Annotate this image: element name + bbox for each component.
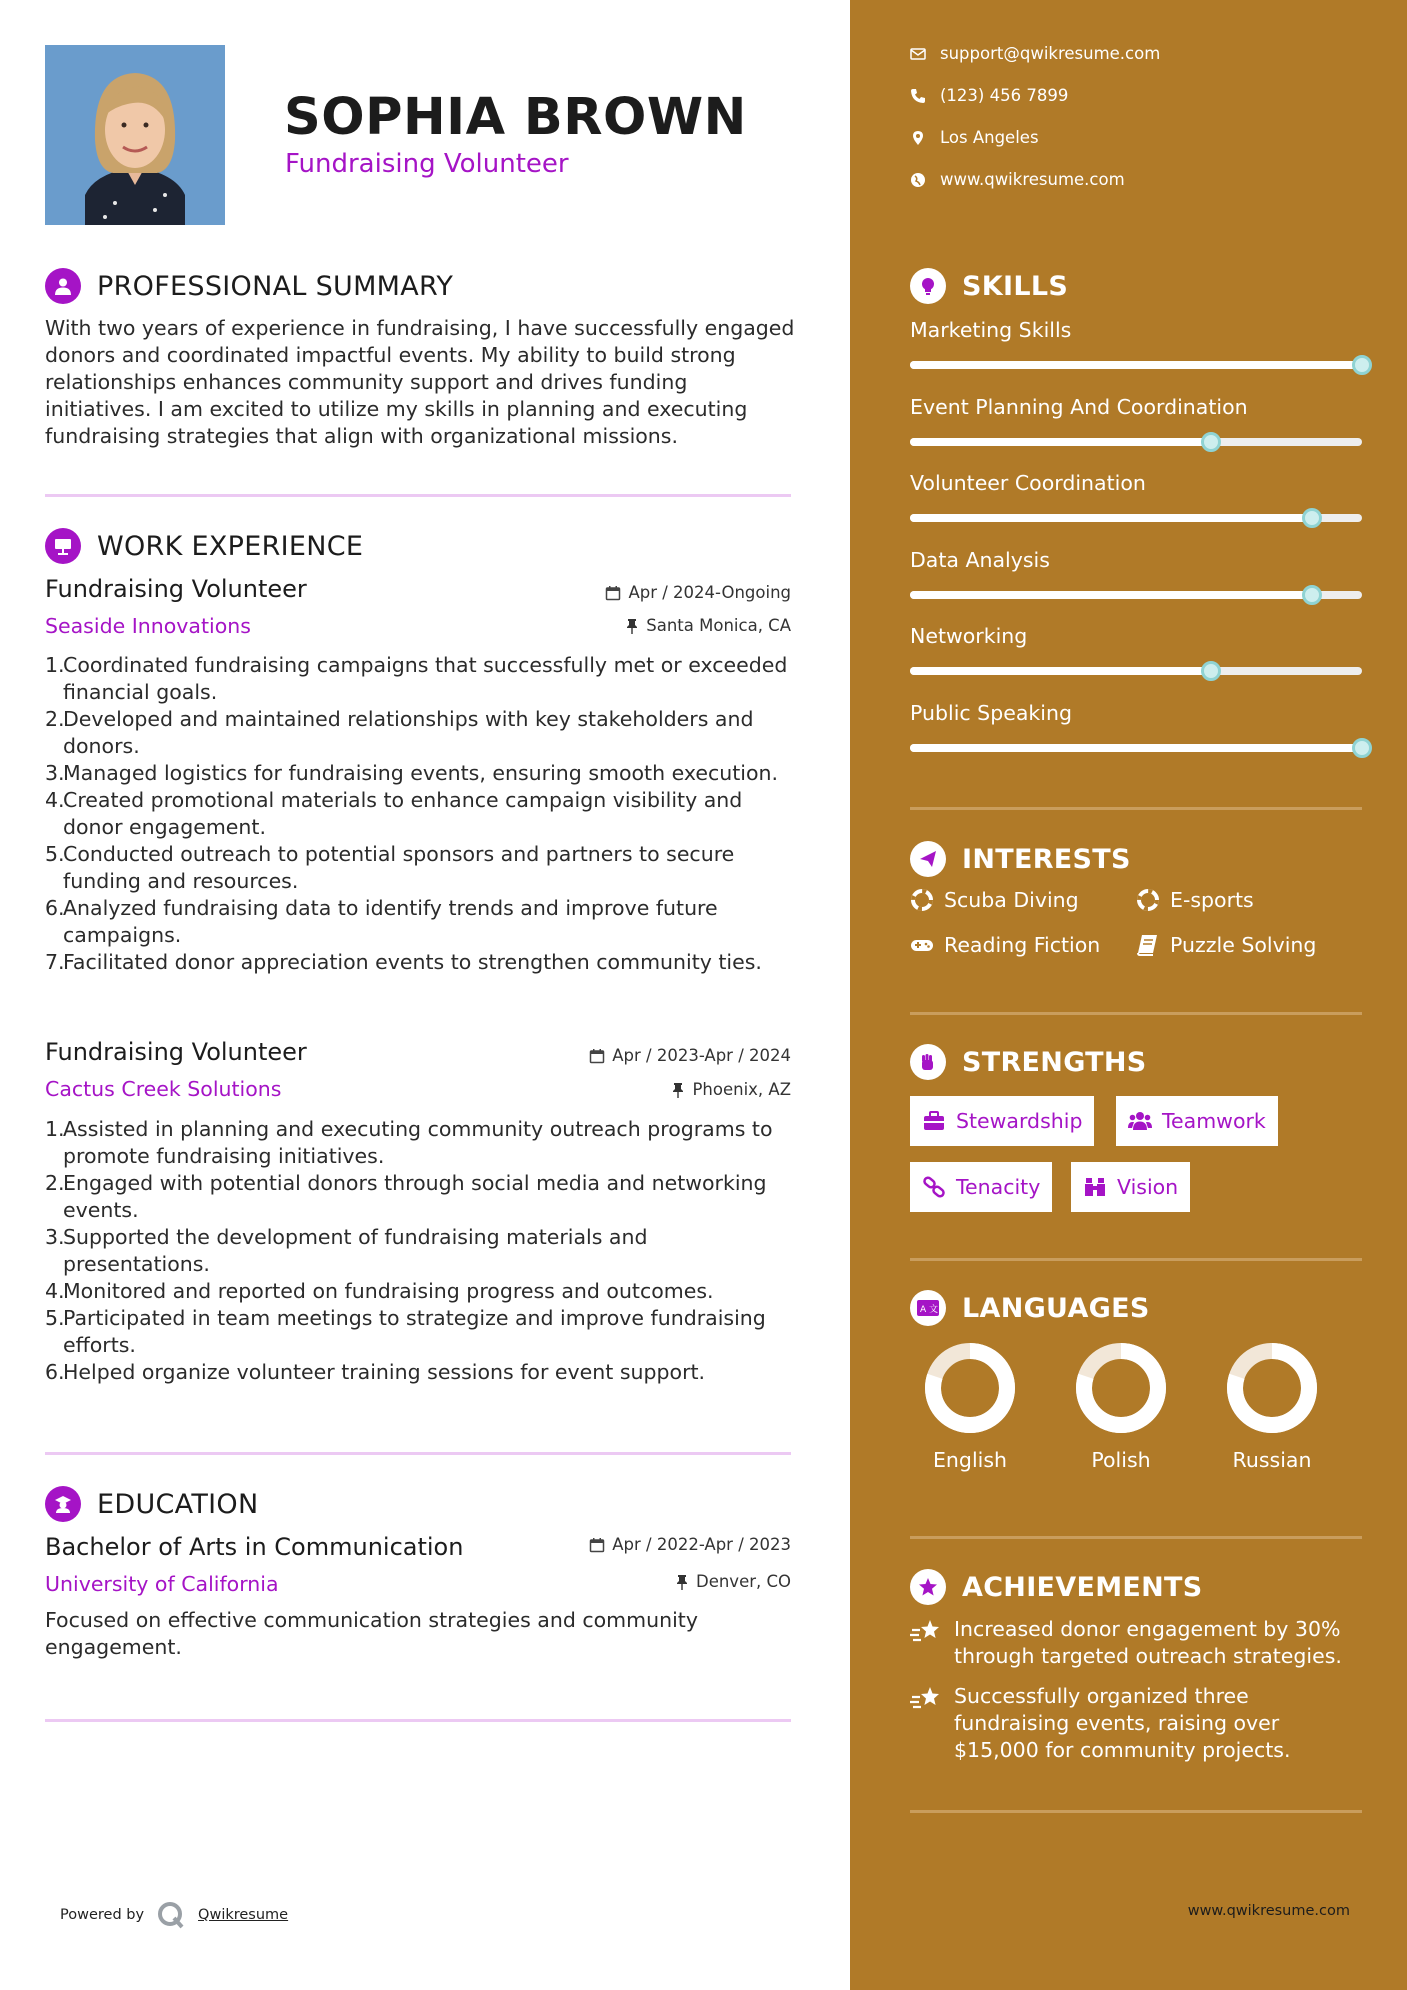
calendar-icon [589, 1048, 605, 1064]
lifebuoy-icon [910, 888, 934, 912]
powered-by-label: Powered by [60, 1907, 145, 1923]
qwikresume-logo-icon [156, 1900, 186, 1930]
calendar-icon [589, 1537, 605, 1553]
gamepad-icon [910, 933, 934, 957]
education-title: EDUCATION [97, 1488, 259, 1520]
education-description: Focused on effective communication strategies and community engagement. [45, 1608, 698, 1659]
phone-icon [910, 88, 926, 104]
job-location-text: Phoenix, AZ [692, 1080, 791, 1099]
skill-bar [910, 438, 1362, 446]
skill-name: Volunteer Coordination [910, 471, 1146, 495]
candidate-name: SOPHIA BROWN [284, 88, 747, 147]
list-item: 5. Participated in team meetings to strategize and improve fundraising efforts. [45, 1306, 766, 1357]
skill-level-knob [1352, 355, 1372, 375]
interest-item: Scuba Diving [910, 888, 1079, 912]
job-company: Seaside Innovations [45, 614, 251, 638]
job-location [671, 1080, 791, 1099]
users-icon [1128, 1109, 1152, 1133]
translate-icon [910, 1290, 946, 1326]
strengths-title: STRENGTHS [962, 1046, 1147, 1078]
briefcase-icon [922, 1109, 946, 1133]
job-date [605, 583, 791, 602]
svg-text:文: 文 [929, 1305, 939, 1315]
list-item: 6. Helped organize volunteer training sessions for event support. [45, 1360, 706, 1384]
education-date-text: Apr / 2022-Apr / 2023 [612, 1535, 791, 1554]
language-name: Polish [1091, 1448, 1151, 1472]
skill-bar [910, 361, 1362, 369]
section-divider [910, 1810, 1362, 1813]
strengths-header [910, 1044, 1147, 1080]
list-item: 3. Supported the development of fundraising materials and presentations. [45, 1225, 648, 1276]
lifebuoy-icon [1136, 888, 1160, 912]
list-item: 5. Conducted outreach to potential sponsors and partners to secure funding and resources. [45, 842, 735, 893]
skill-level-knob [1201, 661, 1221, 681]
calendar-icon [605, 585, 621, 601]
achievement-item: Successfully organized three fundraising events, raising over $15,000 for community projects. [910, 1683, 1370, 1764]
language-name: Russian [1232, 1448, 1312, 1472]
contact-location [910, 128, 1039, 147]
contact-phone-text: (123) 456 7899 [940, 86, 1069, 105]
pushpin-icon [625, 618, 639, 634]
degree-title: Bachelor of Arts in Communication [45, 1533, 464, 1561]
candidate-role: Fundraising Volunteer [285, 149, 569, 179]
list-item: 4. Created promotional materials to enhance campaign visibility and donor engagement. [45, 788, 743, 839]
list-item: 4. Monitored and reported on fundraising progress and outcomes. [45, 1279, 714, 1303]
pushpin-icon [675, 1574, 689, 1590]
strength-badge: Tenacity [910, 1162, 1052, 1212]
achievement-item: Increased donor engagement by 30% through targeted outreach strategies. [910, 1616, 1370, 1670]
job-title: Fundraising Volunteer [45, 1038, 307, 1066]
skill-name: Marketing Skills [910, 318, 1072, 342]
language-item [910, 1342, 1030, 1472]
shooting-star-icon [910, 1685, 942, 1713]
section-divider [45, 1719, 791, 1722]
languages-header [910, 1290, 1150, 1326]
summary-header [45, 268, 453, 304]
language-level-ring [924, 1342, 1016, 1434]
experience-header [45, 528, 363, 564]
job-location [625, 616, 791, 635]
summary-text: With two years of experience in fundraising, I have successfully engaged donors and coordinated impactful events. My ability to build strong relationships enhances community support and drives funding initiatives. I am excited to utilize my skills in planning and executing fundraising strategies that align with organizational missions. [45, 316, 795, 448]
job-bullets [45, 1116, 795, 1386]
skill-name: Event Planning And Coordination [910, 394, 1248, 419]
strength-badge: Vision [1071, 1162, 1190, 1212]
shooting-star-icon [910, 1618, 942, 1646]
skills-title: SKILLS [962, 270, 1069, 302]
skill-bar-fill [910, 591, 1312, 599]
strength-badge: Teamwork [1116, 1096, 1278, 1146]
link-icon [922, 1175, 946, 1199]
svg-text:A: A [920, 1305, 927, 1315]
language-level-ring [1226, 1342, 1318, 1434]
contact-email-text: support@qwikresume.com [940, 44, 1161, 63]
binoculars-icon [1083, 1175, 1107, 1199]
skill-bar-fill [910, 438, 1211, 446]
interest-item: E-sports [1136, 888, 1254, 912]
section-divider [910, 1258, 1362, 1261]
skill-name: Data Analysis [910, 547, 1050, 572]
footer-website[interactable]: www.qwikresume.com [1187, 1903, 1350, 1919]
list-item: 1. Assisted in planning and executing community outreach programs to promote fundraising initiatives. [45, 1117, 773, 1168]
skill-bar-fill [910, 514, 1312, 522]
section-divider [910, 1012, 1362, 1015]
paper-plane-icon [910, 841, 946, 877]
sidebar [850, 0, 1407, 1990]
skills-header [910, 268, 1068, 304]
education-date [589, 1535, 791, 1554]
language-item [1061, 1342, 1181, 1472]
presentation-icon [45, 528, 81, 564]
skill-bar [910, 744, 1362, 752]
graduate-icon [45, 1486, 81, 1522]
contact-website[interactable] [910, 170, 1125, 189]
skill-bar-fill [910, 667, 1211, 675]
achievements-header [910, 1569, 1203, 1605]
contact-website-text: www.qwikresume.com [940, 170, 1125, 189]
list-item: 6. Analyzed fundraising data to identify trends and improve future campaigns. [45, 896, 718, 947]
star-badge-icon [910, 1569, 946, 1605]
interests-header [910, 841, 1131, 877]
job-date [589, 1046, 791, 1065]
language-level-ring [1075, 1342, 1167, 1434]
profile-photo [45, 45, 225, 225]
skill-level-knob [1302, 585, 1322, 605]
job-company: Cactus Creek Solutions [45, 1077, 282, 1101]
skill-bar [910, 591, 1362, 599]
education-location-text: Denver, CO [695, 1572, 791, 1591]
experience-title: WORK EXPERIENCE [97, 530, 364, 562]
qwikresume-link[interactable]: Qwikresume [198, 1907, 289, 1923]
skill-level-knob [1201, 432, 1221, 452]
skill-bar [910, 667, 1362, 675]
skill-bar-fill [910, 361, 1362, 369]
skill-bar [910, 514, 1362, 522]
section-divider [910, 807, 1362, 810]
list-item: 1. Coordinated fundraising campaigns that successfully met or exceeded financial goals. [45, 653, 788, 704]
summary-title: PROFESSIONAL SUMMARY [97, 270, 454, 302]
languages-title: LANGUAGES [962, 1292, 1150, 1324]
education-location [675, 1572, 791, 1591]
pushpin-icon [671, 1082, 685, 1098]
location-pin-icon [910, 130, 926, 146]
section-divider [910, 1536, 1362, 1539]
envelope-icon [910, 46, 926, 62]
language-item [1212, 1342, 1332, 1472]
list-item: 2. Developed and maintained relationships with key stakeholders and donors. [45, 707, 754, 758]
fist-icon [910, 1044, 946, 1080]
skill-name: Networking [910, 624, 1028, 648]
section-divider [45, 1452, 791, 1455]
interests-title: INTERESTS [962, 843, 1131, 875]
achievements-title: ACHIEVEMENTS [962, 1571, 1203, 1603]
job-title: Fundraising Volunteer [45, 575, 307, 603]
user-icon [45, 268, 81, 304]
powered-by [60, 1900, 288, 1930]
interest-item: Reading Fiction [910, 933, 1100, 957]
list-item: 3. Managed logistics for fundraising events, ensuring smooth execution. [45, 761, 779, 785]
skill-level-knob [1302, 508, 1322, 528]
job-location-text: Santa Monica, CA [646, 616, 791, 635]
section-divider [45, 494, 791, 497]
lightbulb-icon [910, 268, 946, 304]
job-date-text: Apr / 2024-Ongoing [628, 583, 791, 602]
interest-item: Puzzle Solving [1136, 933, 1316, 957]
job-bullets [45, 652, 795, 976]
list-item: 2. Engaged with potential donors through social media and networking events. [45, 1171, 767, 1222]
contact-email[interactable] [910, 44, 1160, 63]
list-item: 7. Facilitated donor appreciation events to strengthen community ties. [45, 950, 762, 974]
school-name: University of California [45, 1572, 279, 1596]
book-icon [1136, 933, 1160, 957]
skill-level-knob [1352, 738, 1372, 758]
contact-phone[interactable] [910, 86, 1068, 105]
education-header [45, 1486, 258, 1522]
contact-location-text: Los Angeles [940, 128, 1039, 147]
skill-bar-fill [910, 744, 1362, 752]
globe-icon [910, 172, 926, 188]
strength-badge: Stewardship [910, 1096, 1094, 1146]
skill-name: Public Speaking [910, 700, 1072, 725]
job-date-text: Apr / 2023-Apr / 2024 [612, 1046, 791, 1065]
language-name: English [932, 1448, 1008, 1472]
